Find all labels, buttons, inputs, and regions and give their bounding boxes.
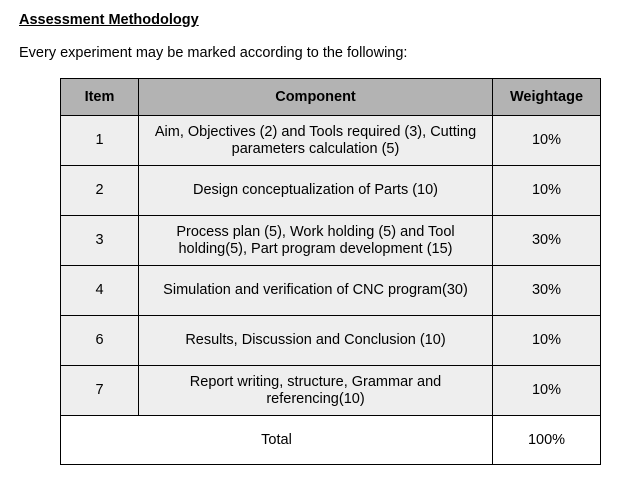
total-row [61, 416, 601, 465]
component-cell: Simulation and verification of CNC program(30) [139, 266, 493, 316]
component-cell: Results, Discussion and Conclusion (10) [139, 316, 493, 366]
weight-cell: 30% [493, 266, 601, 316]
weight-cell: 10% [493, 116, 601, 166]
weight-cell: 10% [493, 366, 601, 416]
total-label: Total [61, 416, 493, 465]
header-weightage: Weightage [493, 79, 601, 116]
item-cell: 4 [61, 266, 139, 316]
header-item: Item [61, 79, 139, 116]
component-cell: Process plan (5), Work holding (5) and Tool holding(5), Part program development (15) [139, 216, 493, 266]
item-cell: 2 [61, 166, 139, 216]
table-row [61, 166, 601, 216]
item-cell: 7 [61, 366, 139, 416]
table-header-row [61, 79, 601, 116]
item-cell: 6 [61, 316, 139, 366]
section-heading: Assessment Methodology [19, 12, 199, 28]
weight-cell: 10% [493, 316, 601, 366]
item-cell: 3 [61, 216, 139, 266]
weight-cell: 30% [493, 216, 601, 266]
table-row [61, 316, 601, 366]
weight-cell: 10% [493, 166, 601, 216]
header-component: Component [139, 79, 493, 116]
component-cell: Aim, Objectives (2) and Tools required (3), Cutting parameters calculation (5) [139, 116, 493, 166]
total-value: 100% [493, 416, 601, 465]
table-row [61, 216, 601, 266]
item-cell: 1 [61, 116, 139, 166]
intro-text: Every experiment may be marked according to the following: [19, 45, 408, 61]
assessment-table [60, 78, 601, 465]
component-cell: Report writing, structure, Grammar and referencing(10) [139, 366, 493, 416]
component-cell: Design conceptualization of Parts (10) [139, 166, 493, 216]
table-row [61, 266, 601, 316]
table-row [61, 366, 601, 416]
table-row [61, 116, 601, 166]
